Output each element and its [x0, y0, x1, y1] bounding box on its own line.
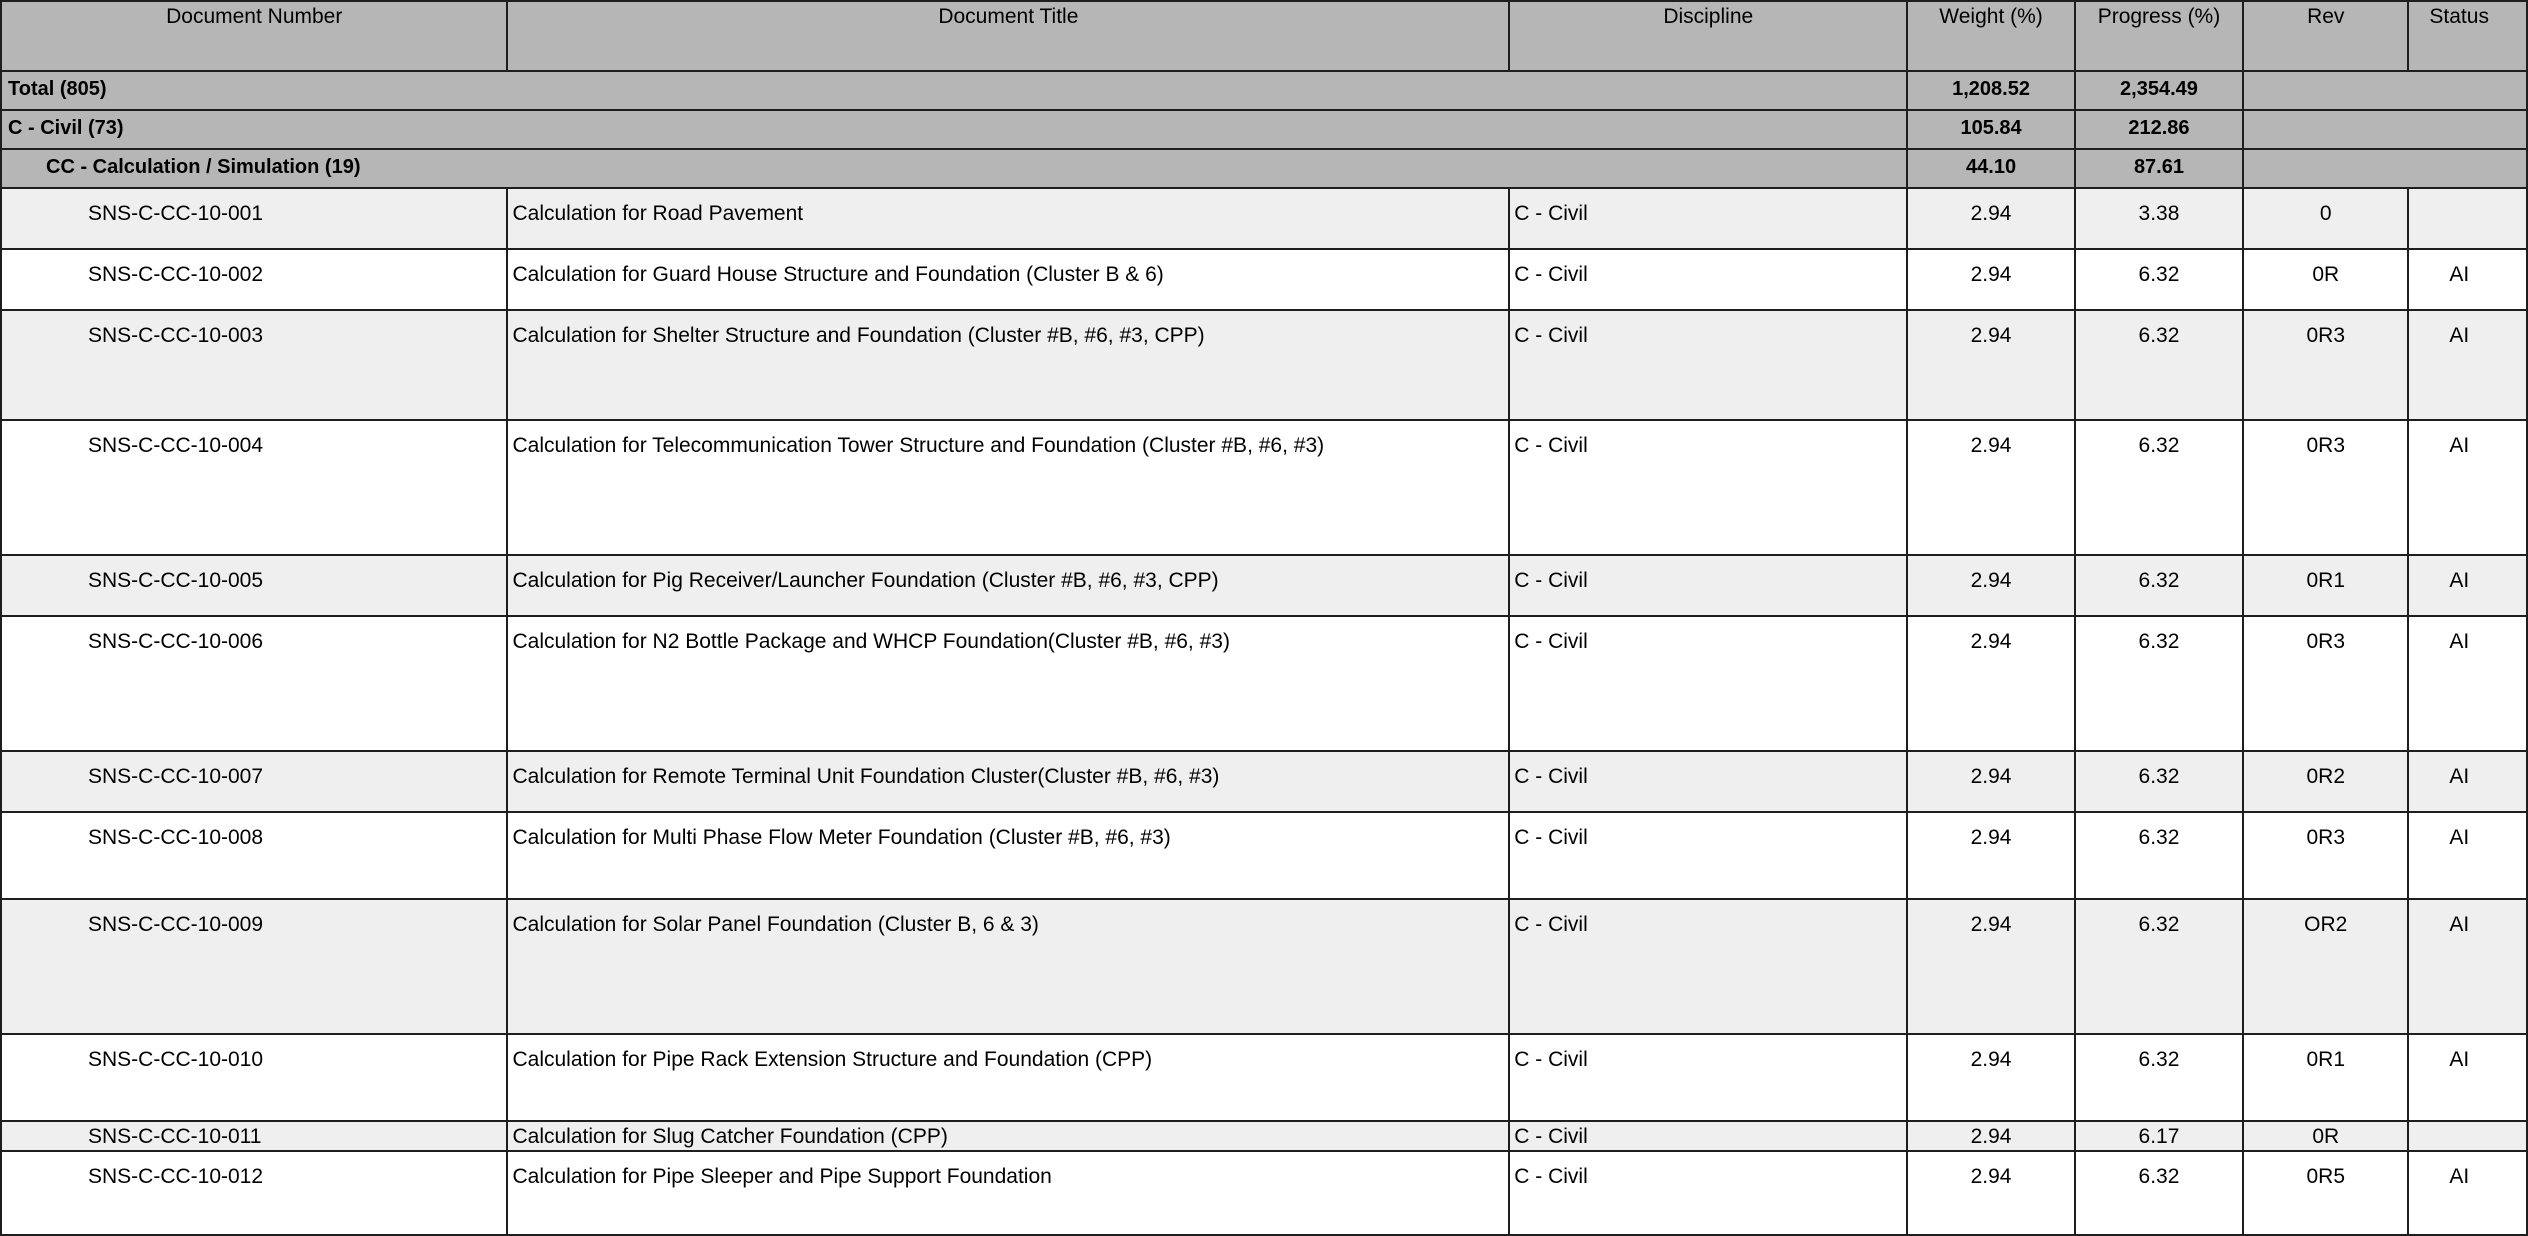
cell-progress: 6.32: [2075, 249, 2243, 310]
table-row[interactable]: [1, 812, 2527, 899]
col-header-rev[interactable]: Rev: [2243, 1, 2408, 71]
cell-document-number: SNS-C-CC-10-004: [1, 420, 507, 555]
cell-weight: 2.94: [1907, 812, 2075, 899]
table-row[interactable]: [1, 1151, 2527, 1235]
cell-progress: 6.32: [2075, 555, 2243, 616]
cell-document-title: Calculation for Shelter Structure and Foundation (Cluster #B, #6, #3, CPP): [507, 310, 1509, 420]
group-empty-total: [2243, 71, 2527, 110]
cell-progress: 3.38: [2075, 188, 2243, 249]
col-header-discipline[interactable]: Discipline: [1509, 1, 1907, 71]
group-label-total: Total (805): [1, 71, 1907, 110]
cell-progress: 6.32: [2075, 1151, 2243, 1235]
cell-discipline: C - Civil: [1509, 555, 1907, 616]
cell-weight: 2.94: [1907, 1034, 2075, 1121]
cell-discipline: C - Civil: [1509, 420, 1907, 555]
group-weight-total: 1,208.52: [1907, 71, 2075, 110]
group-row-civil[interactable]: [1, 110, 2527, 149]
cell-weight: 2.94: [1907, 188, 2075, 249]
cell-rev: 0R2: [2243, 751, 2408, 812]
cell-weight: 2.94: [1907, 751, 2075, 812]
cell-document-title: Calculation for N2 Bottle Package and WHCP Foundation(Cluster #B, #6, #3): [507, 616, 1509, 751]
cell-status: AI: [2408, 899, 2527, 1034]
cell-status: AI: [2408, 812, 2527, 899]
cell-document-title: Calculation for Road Pavement: [507, 188, 1509, 249]
group-progress-calculation: 87.61: [2075, 149, 2243, 188]
cell-weight: 2.94: [1907, 1151, 2075, 1235]
cell-status: AI: [2408, 249, 2527, 310]
group-progress-civil: 212.86: [2075, 110, 2243, 149]
cell-discipline: C - Civil: [1509, 1151, 1907, 1235]
cell-document-title: Calculation for Pig Receiver/Launcher Foundation (Cluster #B, #6, #3, CPP): [507, 555, 1509, 616]
cell-status: AI: [2408, 555, 2527, 616]
group-empty-calculation: [2243, 149, 2527, 188]
table-row[interactable]: [1, 616, 2527, 751]
cell-discipline: C - Civil: [1509, 616, 1907, 751]
cell-discipline: C - Civil: [1509, 812, 1907, 899]
cell-discipline: C - Civil: [1509, 1034, 1907, 1121]
col-header-progress[interactable]: Progress (%): [2075, 1, 2243, 71]
cell-document-title: Calculation for Solar Panel Foundation (Cluster B, 6 & 3): [507, 899, 1509, 1034]
cell-weight: 2.94: [1907, 899, 2075, 1034]
cell-document-title: Calculation for Telecommunication Tower Structure and Foundation (Cluster #B, #6, #3): [507, 420, 1509, 555]
cell-document-title: Calculation for Slug Catcher Foundation (CPP): [507, 1121, 1509, 1151]
cell-rev: 0R3: [2243, 420, 2408, 555]
table-row[interactable]: [1, 249, 2527, 310]
cell-document-number: SNS-C-CC-10-005: [1, 555, 507, 616]
cell-rev: 0R1: [2243, 555, 2408, 616]
cell-rev: 0: [2243, 188, 2408, 249]
cell-progress: 6.32: [2075, 812, 2243, 899]
cell-document-number: SNS-C-CC-10-002: [1, 249, 507, 310]
table-row[interactable]: [1, 1034, 2527, 1121]
cell-document-number: SNS-C-CC-10-001: [1, 188, 507, 249]
group-label-civil: C - Civil (73): [1, 110, 1907, 149]
cell-rev: OR2: [2243, 899, 2408, 1034]
cell-document-title: Calculation for Pipe Sleeper and Pipe Support Foundation: [507, 1151, 1509, 1235]
col-header-status[interactable]: Status: [2408, 1, 2527, 71]
cell-rev: 0R: [2243, 1121, 2408, 1151]
cell-status: AI: [2408, 310, 2527, 420]
group-label-calculation: CC - Calculation / Simulation (19): [1, 149, 1907, 188]
cell-status: AI: [2408, 420, 2527, 555]
group-empty-civil: [2243, 110, 2527, 149]
cell-weight: 2.94: [1907, 249, 2075, 310]
table-row[interactable]: [1, 555, 2527, 616]
cell-document-number: SNS-C-CC-10-010: [1, 1034, 507, 1121]
cell-document-number: SNS-C-CC-10-009: [1, 899, 507, 1034]
cell-document-title: Calculation for Pipe Rack Extension Structure and Foundation (CPP): [507, 1034, 1509, 1121]
cell-progress: 6.32: [2075, 899, 2243, 1034]
cell-status: AI: [2408, 616, 2527, 751]
cell-rev: 0R5: [2243, 1151, 2408, 1235]
cell-progress: 6.32: [2075, 420, 2243, 555]
cell-document-title: Calculation for Remote Terminal Unit Foundation Cluster(Cluster #B, #6, #3): [507, 751, 1509, 812]
cell-weight: 2.94: [1907, 1121, 2075, 1151]
cell-rev: 0R3: [2243, 310, 2408, 420]
cell-document-number: SNS-C-CC-10-008: [1, 812, 507, 899]
col-header-document-number[interactable]: Document Number: [1, 1, 507, 71]
cell-document-number: SNS-C-CC-10-012: [1, 1151, 507, 1235]
cell-status: [2408, 188, 2527, 249]
cell-rev: 0R3: [2243, 812, 2408, 899]
cell-document-number: SNS-C-CC-10-011: [1, 1121, 507, 1151]
cell-discipline: C - Civil: [1509, 1121, 1907, 1151]
cell-rev: 0R3: [2243, 616, 2408, 751]
cell-document-title: Calculation for Guard House Structure and Foundation (Cluster B & 6): [507, 249, 1509, 310]
col-header-document-title[interactable]: Document Title: [507, 1, 1509, 71]
cell-document-number: SNS-C-CC-10-007: [1, 751, 507, 812]
table-row[interactable]: [1, 899, 2527, 1034]
table-row[interactable]: [1, 188, 2527, 249]
cell-document-title: Calculation for Multi Phase Flow Meter Foundation (Cluster #B, #6, #3): [507, 812, 1509, 899]
table-row[interactable]: [1, 420, 2527, 555]
cell-status: [2408, 1121, 2527, 1151]
cell-status: AI: [2408, 1151, 2527, 1235]
group-weight-calculation: 44.10: [1907, 149, 2075, 188]
table-row[interactable]: [1, 751, 2527, 812]
cell-weight: 2.94: [1907, 616, 2075, 751]
col-header-weight[interactable]: Weight (%): [1907, 1, 2075, 71]
table-row[interactable]: [1, 310, 2527, 420]
cell-progress: 6.32: [2075, 751, 2243, 812]
cell-rev: 0R: [2243, 249, 2408, 310]
cell-progress: 6.32: [2075, 1034, 2243, 1121]
cell-discipline: C - Civil: [1509, 188, 1907, 249]
cell-status: AI: [2408, 751, 2527, 812]
header-row: [1, 1, 2527, 71]
group-row-calculation[interactable]: [1, 149, 2527, 188]
cell-discipline: C - Civil: [1509, 751, 1907, 812]
cell-discipline: C - Civil: [1509, 249, 1907, 310]
cell-progress: 6.32: [2075, 616, 2243, 751]
cell-weight: 2.94: [1907, 555, 2075, 616]
cell-weight: 2.94: [1907, 310, 2075, 420]
group-row-total[interactable]: [1, 71, 2527, 110]
cell-progress: 6.32: [2075, 310, 2243, 420]
cell-status: AI: [2408, 1034, 2527, 1121]
cell-progress: 6.17: [2075, 1121, 2243, 1151]
cell-document-number: SNS-C-CC-10-006: [1, 616, 507, 751]
cell-discipline: C - Civil: [1509, 899, 1907, 1034]
cell-document-number: SNS-C-CC-10-003: [1, 310, 507, 420]
cell-rev: 0R1: [2243, 1034, 2408, 1121]
group-weight-civil: 105.84: [1907, 110, 2075, 149]
group-progress-total: 2,354.49: [2075, 71, 2243, 110]
table-row[interactable]: [1, 1121, 2527, 1151]
cell-discipline: C - Civil: [1509, 310, 1907, 420]
cell-weight: 2.94: [1907, 420, 2075, 555]
